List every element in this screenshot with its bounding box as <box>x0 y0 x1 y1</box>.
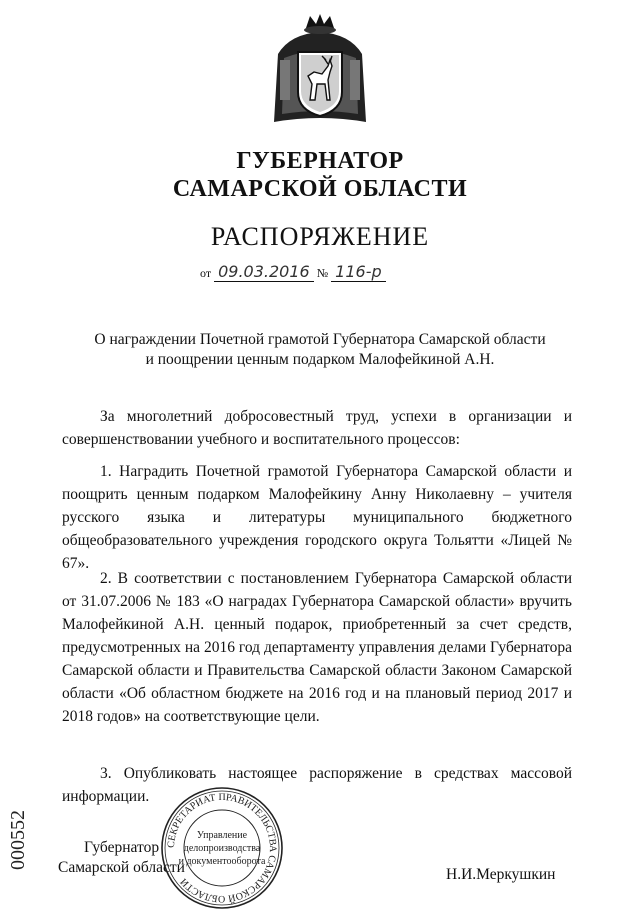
document-date: 09.03.2016 <box>214 262 314 282</box>
subject-line2: и поощрении ценным подарком Малофейкиной А.Н. <box>145 351 495 368</box>
stamp-center-line1: Управление <box>196 830 248 841</box>
position-line2: Самарской области <box>58 859 185 876</box>
stamp-ring-text: СЕКРЕТАРИАТ ПРАВИТЕЛЬСТВА САМАРСКОЙ ОБЛАСТИ <box>165 791 279 905</box>
item-2-paragraph: 2. В соответствии с постановлением Губернатора Самарской области от 31.07.2006 № 183 «О наградах Губернатора Самарской области» вручить Малофейкиной А.Н. ценный подарок, приобретенный за счет средств, предусмотренных на 2016 год департаменту управления делами Губернатора Самарской области и Правительства Самарской области Законом Самарской области «Об областном бюджете на 2016 год и на плановый период 2017 и 2018 годов» на соответствующие цели. <box>62 570 572 725</box>
signatory-name: Н.И.Меркушкин <box>446 866 556 883</box>
document-subject <box>0 330 640 370</box>
document-type: РАСПОРЯЖЕНИЕ <box>210 222 430 251</box>
coat-of-arms-icon <box>270 14 370 132</box>
registry-number <box>0 770 38 890</box>
subject-line1: О награждении Почетной грамотой Губернатора Самарской области <box>94 331 546 348</box>
stamp-center-line3: и документооборота <box>178 856 266 867</box>
document-number: 116-р <box>331 262 385 282</box>
position-line1: Губернатор <box>84 839 160 856</box>
item-1-paragraph: 1. Наградить Почетной грамотой Губернатора Самарской области и поощрить ценным подарком Малофейкину Анну Николаевну – учителя русского языка и литературы муниципального бюджетного общеобразовательного учреждения городского округа Тольятти «Лицей № 67». <box>62 463 572 572</box>
date-number-line <box>200 262 460 282</box>
official-stamp <box>160 786 284 910</box>
issuer-title-line1: ГУБЕРНАТОР <box>236 148 404 174</box>
intro-paragraph: За многолетний добросовестный труд, успехи в организации и совершенствовании учебного и воспитательного процессов: <box>62 408 572 448</box>
registry-number-text: 000552 <box>7 810 29 870</box>
stamp-center-line2: делопроизводства <box>183 843 261 854</box>
number-prefix: № <box>316 266 329 280</box>
issuer-title-line2: САМАРСКОЙ ОБЛАСТИ <box>172 176 468 202</box>
date-prefix: от <box>200 266 212 280</box>
item-3-paragraph: 3. Опубликовать настоящее распоряжение в средствах массовой информации. <box>62 765 572 805</box>
